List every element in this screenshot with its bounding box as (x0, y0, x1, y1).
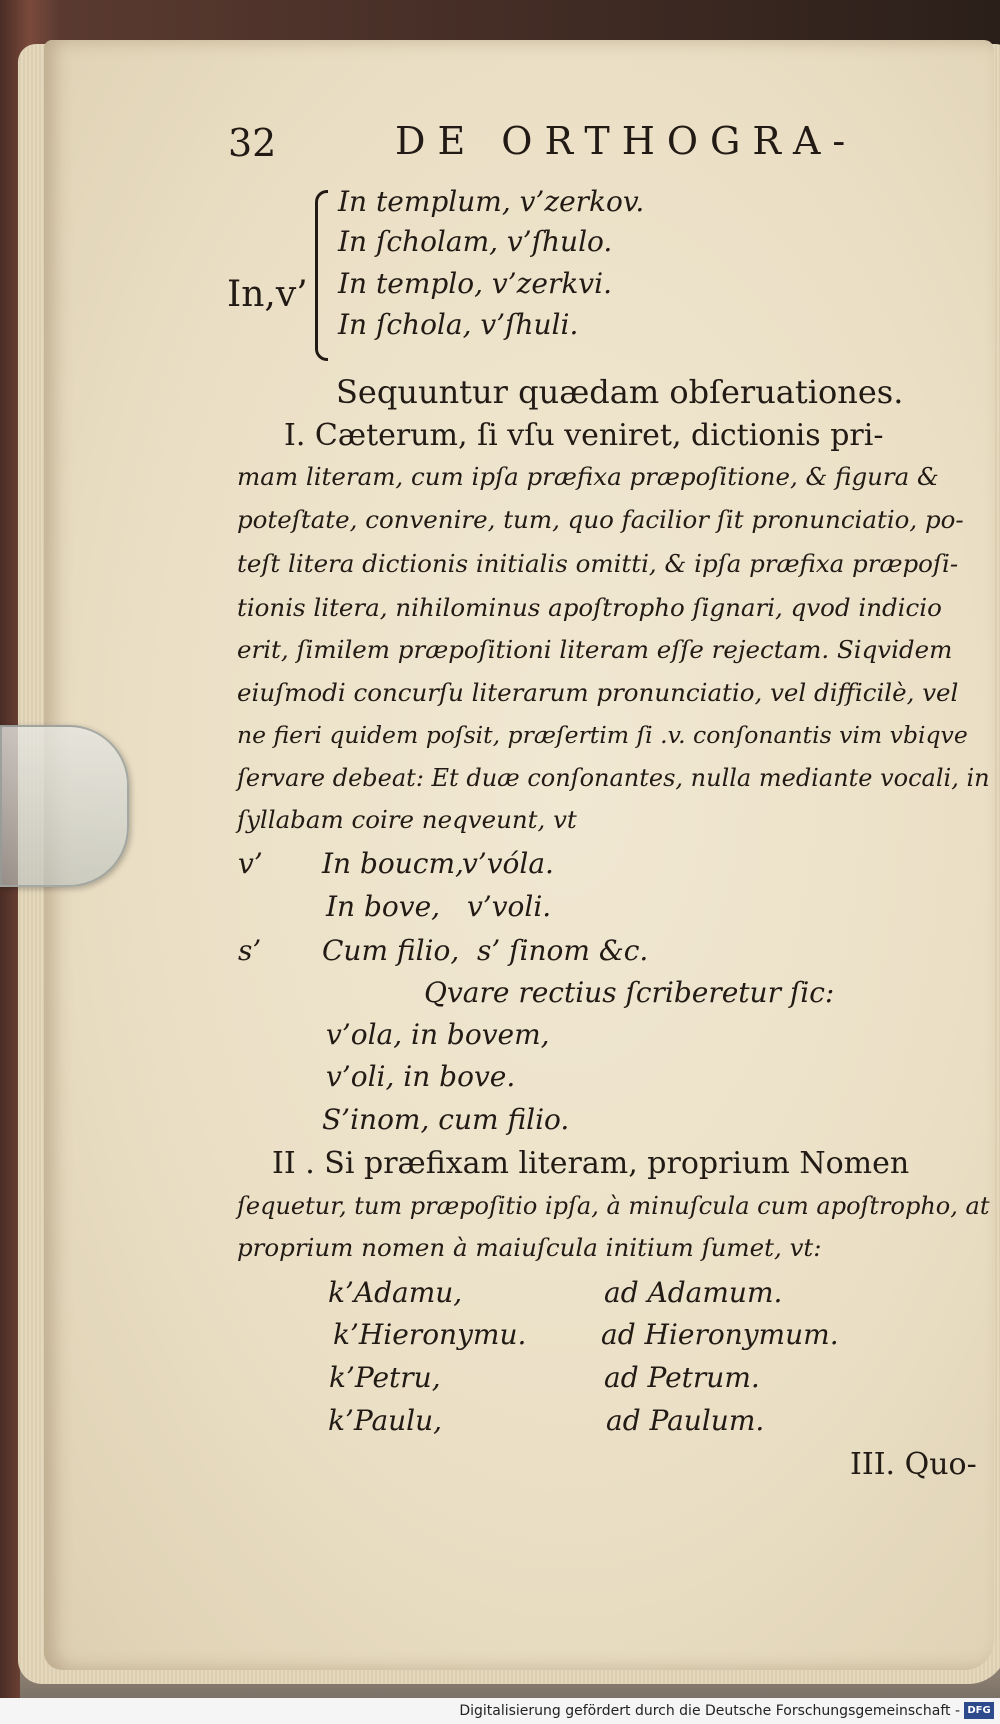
brace-item: In templo, v’zerkvi. (338, 267, 612, 300)
paragraph-line: tionis litera, nihilominus apoſtropho ſignari, qvod indicio (237, 593, 942, 622)
section-heading: Sequuntur quædam obſeruationes. (336, 373, 904, 411)
footer-credit: Digitalisierung gefördert durch die Deutsche Forschungsgemeinschaft - (459, 1703, 960, 1719)
example-latin: ad Hieronymum. (601, 1318, 839, 1351)
brace-symbol (315, 190, 328, 361)
example-slavic: k’Petru, (329, 1361, 441, 1394)
paragraph-line: I. Cæterum, ſi vſu veniret, dictionis pri- (284, 418, 884, 453)
catchword: III. Quo- (850, 1447, 977, 1482)
paragraph-line: ſervare debeat: Et duæ conſonantes, nulla mediante vocali, in (237, 764, 990, 792)
paragraph-line: ſyllabam coire neqveunt, vt (237, 805, 577, 834)
dfg-logo-icon: DFG (964, 1702, 994, 1719)
brace-label: In,v’ (227, 274, 308, 315)
example-slavic: s’ ſinom &c. (477, 934, 649, 967)
digitization-footer (0, 1698, 1000, 1724)
example-slavic: v’vóla. (462, 847, 554, 880)
paragraph-line: erit, ſimilem præpoſitioni literam eſſe rejectam. Siqvidem (237, 635, 953, 664)
example-latin: In bove, (326, 890, 441, 923)
example-latin: ad Petrum. (604, 1361, 760, 1394)
paragraph-line: poteſtate, convenire, tum, quo facilior ſit pronunciatio, po- (237, 505, 964, 534)
paragraph-line: II . Si præfixam literam, proprium Nomen (272, 1146, 910, 1181)
example-latin: In boucm, (322, 847, 464, 880)
example-item: v’ola, in bovem, (326, 1018, 550, 1051)
quare-line: Qvare rectius ſcriberetur ſic: (424, 976, 835, 1009)
page-clip (0, 725, 129, 887)
paragraph-line: eiuſmodi concurſu literarum pronunciatio, vel difficilè, vel (237, 678, 959, 707)
example-marker: v’ (238, 847, 263, 880)
example-latin: Cum filio, (322, 934, 460, 967)
example-item: S’inom, cum filio. (322, 1103, 570, 1136)
page-number: 32 (228, 121, 277, 165)
example-slavic: k’Paulu, (328, 1404, 443, 1437)
paragraph-line: mam literam, cum ipſa præfixa præpoſitione, & figura & (237, 462, 939, 491)
example-marker: s’ (238, 934, 262, 967)
running-header: DE ORTHOGRA- (395, 119, 858, 163)
paragraph-line: proprium nomen à maiuſcula initium ſumet, vt: (237, 1233, 822, 1262)
brace-item: In templum, v’zerkov. (338, 185, 645, 218)
example-slavic: k’Hieronymu. (333, 1318, 527, 1351)
example-latin: ad Paulum. (606, 1404, 765, 1437)
example-slavic: k’Adamu, (328, 1276, 463, 1309)
paragraph-line: ne fieri quidem poſsit, præſertim ſi .v. conſonantis vim vbiqve (237, 721, 968, 749)
paragraph-line: teſt litera dictionis initialis omitti, & ipſa præfixa præpoſi- (237, 549, 959, 578)
example-item: v’oli, in bove. (326, 1060, 516, 1093)
example-latin: ad Adamum. (604, 1276, 783, 1309)
paragraph-line: ſequetur, tum præpoſitio ipſa, à minuſcula cum apoſtropho, at (237, 1192, 990, 1220)
example-slavic: v’voli. (467, 890, 552, 923)
brace-item: In ſchola, v’ſhuli. (338, 308, 579, 341)
brace-item: In ſcholam, v’ſhulo. (338, 225, 613, 258)
